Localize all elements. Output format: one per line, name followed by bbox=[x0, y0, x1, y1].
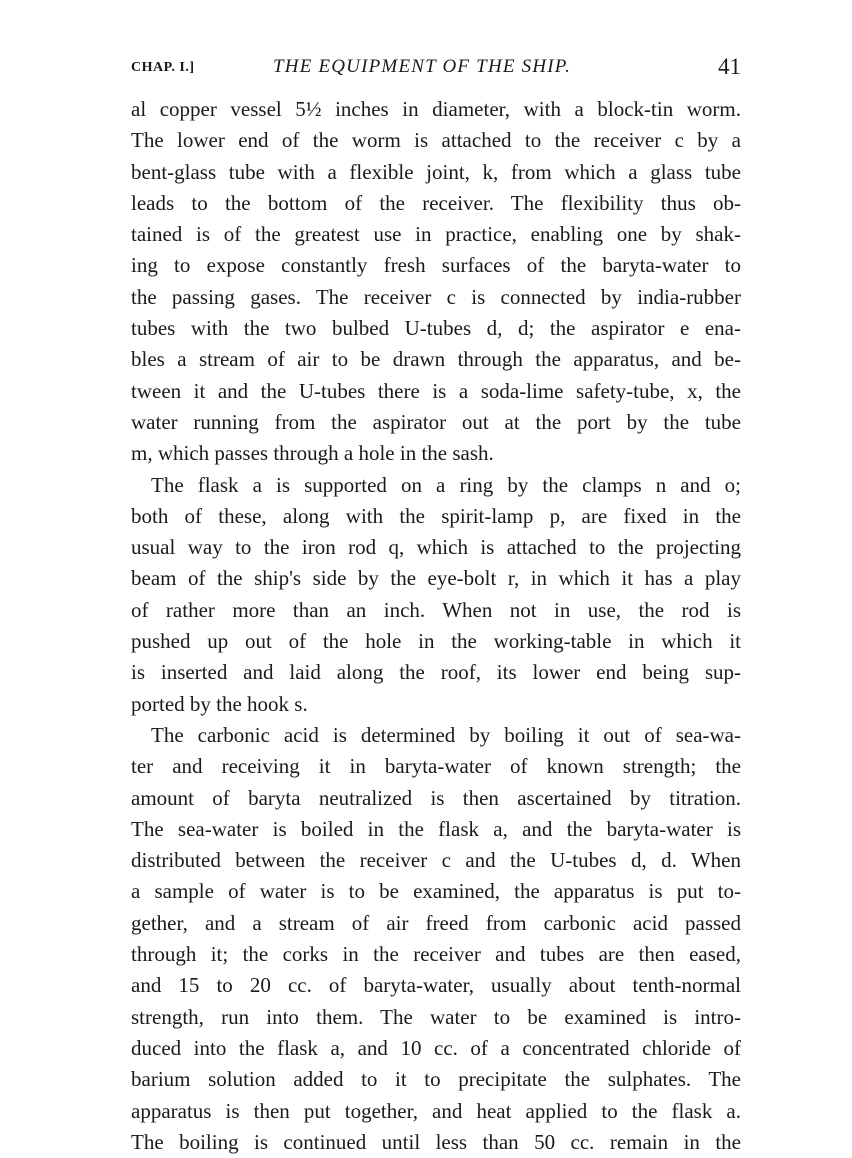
text-line: of rather more than an inch. When not in use, the rod is bbox=[131, 597, 741, 622]
text-line: strength, run into them. The water to be examined is intro- bbox=[131, 1004, 741, 1029]
text-line: gether, and a stream of air freed from carbonic acid passed bbox=[131, 910, 741, 935]
text-line: leads to the bottom of the receiver. The flexibility thus ob- bbox=[131, 190, 741, 215]
text-line: The flask a is supported on a ring by the clamps n and o; bbox=[151, 472, 741, 497]
running-head bbox=[131, 54, 741, 84]
page-number: 41 bbox=[718, 54, 741, 79]
text-line: bent-glass tube with a flexible joint, k, from which a glass tube bbox=[131, 159, 741, 184]
text-line: The boiling is continued until less than 50 cc. remain in the bbox=[131, 1129, 741, 1154]
text-line: barium solution added to it to precipitate the sulphates. The bbox=[131, 1067, 741, 1092]
text-line: al copper vessel 5½ inches in diameter, with a block-tin worm. bbox=[131, 97, 741, 121]
paragraph-3 bbox=[131, 720, 741, 1158]
text-line: amount of baryta neutralized is then ascertained by titration. bbox=[131, 785, 741, 810]
text-line: a sample of water is to be examined, the apparatus is put to- bbox=[131, 879, 741, 904]
text-line: ing to expose constantly fresh surfaces of the baryta-water to bbox=[131, 253, 741, 278]
text-line: tubes with the two bulbed U-tubes d, d; the aspirator e ena- bbox=[131, 316, 741, 341]
text-line: pushed up out of the hole in the working-table in which it bbox=[131, 629, 741, 654]
text-line: The sea-water is boiled in the flask a, and the baryta-water is bbox=[131, 816, 741, 841]
text-line: and 15 to 20 cc. of baryta-water, usually about tenth-normal bbox=[131, 973, 741, 998]
text-line: water running from the aspirator out at the port by the tube bbox=[131, 409, 741, 434]
text-line: ported by the hook s. bbox=[131, 691, 308, 716]
text-line: through it; the corks in the receiver and tubes are then eased, bbox=[131, 942, 741, 967]
text-line: beam of the ship's side by the eye-bolt r, in which it has a play bbox=[131, 566, 741, 591]
text-line: tained is of the greatest use in practice, enabling one by shak- bbox=[131, 222, 741, 247]
text-line: apparatus is then put together, and heat applied to the flask a. bbox=[131, 1098, 741, 1123]
text-line: The carbonic acid is determined by boiling it out of sea-wa- bbox=[151, 722, 741, 747]
text-line: the passing gases. The receiver c is connected by india-rubber bbox=[131, 284, 741, 309]
running-title: THE EQUIPMENT OF THE SHIP. bbox=[273, 56, 572, 77]
text-line: usual way to the iron rod q, which is attached to the projecting bbox=[131, 535, 741, 560]
text-line: tween it and the U-tubes there is a soda-lime safety-tube, x, the bbox=[131, 378, 741, 403]
text-line: m, which passes through a hole in the sash. bbox=[131, 441, 494, 466]
text-line: distributed between the receiver c and the U-tubes d, d. When bbox=[131, 848, 741, 873]
body-text bbox=[131, 94, 741, 1158]
paragraph-2 bbox=[131, 470, 741, 720]
text-line: ter and receiving it in baryta-water of known strength; the bbox=[131, 754, 741, 779]
text-line: both of these, along with the spirit-lamp p, are fixed in the bbox=[131, 503, 741, 528]
text-line: duced into the flask a, and 10 cc. of a concentrated chloride of bbox=[131, 1035, 741, 1060]
chapter-label: CHAP. I.] bbox=[131, 60, 195, 75]
text-line: is inserted and laid along the roof, its lower end being sup- bbox=[131, 660, 741, 685]
text-line: The lower end of the worm is attached to the receiver c by a bbox=[131, 128, 741, 153]
paragraph-1 bbox=[131, 94, 741, 470]
text-line: bles a stream of air to be drawn through the apparatus, and be- bbox=[131, 347, 741, 372]
